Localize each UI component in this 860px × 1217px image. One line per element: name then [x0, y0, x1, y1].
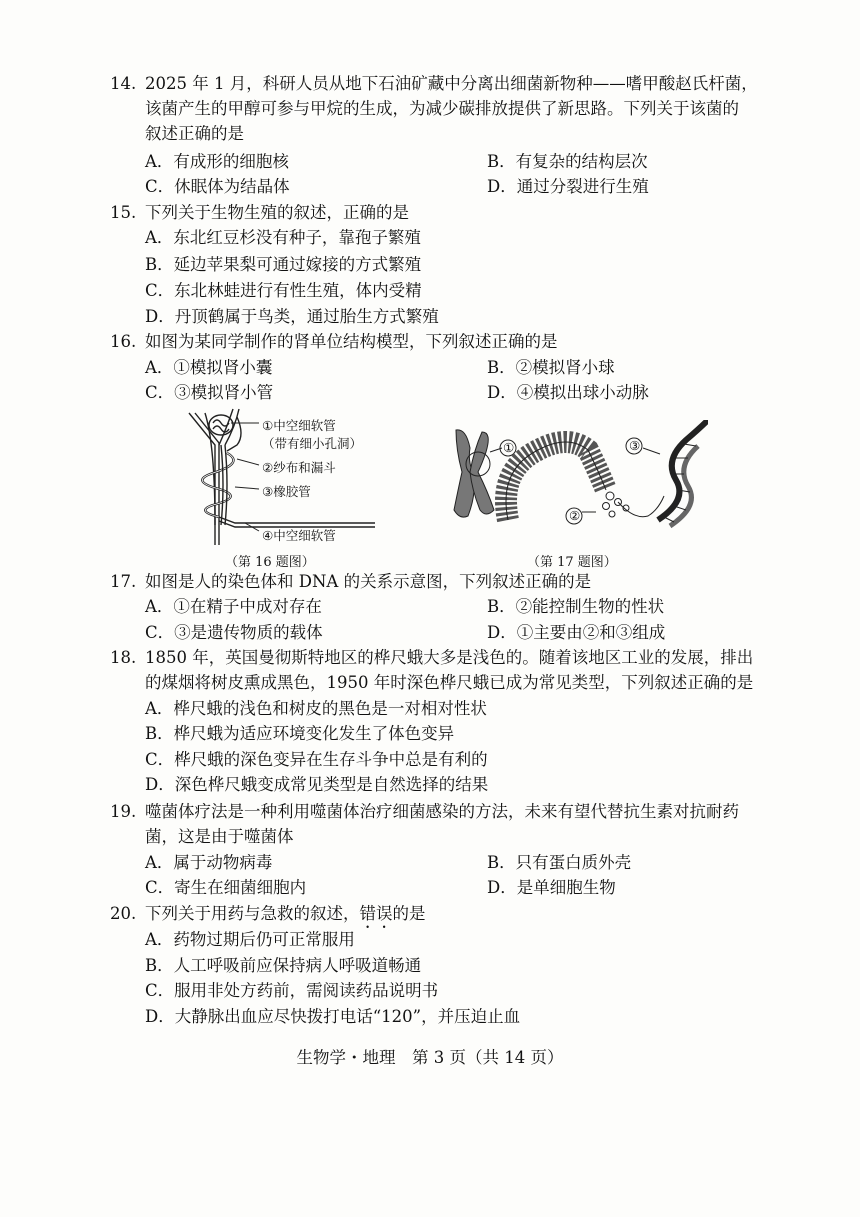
option-b[interactable]: B．②模拟肾小球	[487, 358, 615, 377]
page-footer: 生物学・地理 第 3 页（共 14 页）	[296, 1048, 564, 1067]
stem-text: 下列关于用药与急救的叙述，	[145, 904, 360, 923]
option-a[interactable]: A．药物过期后仍可正常服用	[145, 930, 355, 949]
option-b[interactable]: B．延边苹果梨可通过嫁接的方式繁殖	[145, 255, 422, 274]
figure-label: ④中空细软管	[262, 528, 336, 543]
question-number: 17.	[110, 572, 137, 591]
option-a[interactable]: A．有成形的细胞核	[145, 152, 289, 171]
figure-label: （带有细小孔洞）	[262, 436, 363, 451]
question-stem-line: 叙述正确的是	[145, 124, 244, 143]
question-number: 19.	[110, 802, 137, 821]
option-c[interactable]: C．休眠体为结晶体	[145, 177, 290, 196]
question-stem-line: 的煤烟将树皮熏成黑色，1950 年时深色桦尺蛾已成为常见类型，下列叙述正确的是	[145, 673, 754, 692]
option-a[interactable]: A．属于动物病毒	[145, 853, 273, 872]
chromosome-dna-figure	[438, 420, 708, 550]
question-stem-line: 该菌产生的甲醇可参与甲烷的生成，为减少碳排放提供了新思路。下列关于该菌的	[145, 99, 739, 118]
figure-label: ①	[503, 440, 515, 455]
figure-label: ③橡胶管	[262, 484, 311, 499]
option-a[interactable]: A．①在精子中成对存在	[145, 597, 322, 616]
option-d[interactable]: D．深色桦尺蛾变成常见类型是自然选择的结果	[145, 775, 489, 794]
figure-label: ②	[569, 508, 581, 523]
figure-caption: （第 16 题图）	[225, 555, 315, 570]
option-d[interactable]: D．大静脉出血应尽快拨打电话“120”，并压迫止血	[145, 1007, 521, 1026]
figure-caption: （第 17 题图）	[527, 555, 617, 570]
option-a[interactable]: A．①模拟肾小囊	[145, 358, 273, 377]
option-d[interactable]: D．丹顶鹤属于鸟类，通过胎生方式繁殖	[145, 307, 439, 326]
option-b[interactable]: B．②能控制生物的性状	[487, 597, 665, 616]
option-b[interactable]: B．只有蛋白质外壳	[487, 853, 632, 872]
stem-text: 的是	[392, 904, 426, 923]
option-c[interactable]: C．桦尺蛾的深色变异在生存斗争中总是有利的	[145, 750, 488, 769]
option-c[interactable]: C．③是遗传物质的载体	[145, 623, 323, 642]
question-number: 14.	[110, 74, 137, 93]
option-a[interactable]: A．桦尺蛾的浅色和树皮的黑色是一对相对性状	[145, 699, 487, 718]
option-b[interactable]: B．有复杂的结构层次	[487, 152, 648, 171]
question-stem: 下列关于生物生殖的叙述，正确的是	[145, 203, 409, 222]
option-b[interactable]: B．人工呼吸前应保持病人呼吸道畅通	[145, 956, 422, 975]
question-number: 15.	[110, 203, 137, 222]
question-stem: 如图是人的染色体和 DNA 的关系示意图，下列叙述正确的是	[145, 572, 592, 591]
option-d[interactable]: D．④模拟出球小动脉	[487, 383, 649, 402]
question-stem-line: 1850 年，英国曼彻斯特地区的桦尺蛾大多是浅色的。随着该地区工业的发展，排出	[145, 648, 754, 667]
emphasized-word: 错误	[359, 904, 393, 923]
question-number: 18.	[110, 648, 137, 667]
option-d[interactable]: D．是单细胞生物	[487, 878, 616, 897]
figure-label: ①中空细软管	[262, 418, 336, 433]
question-stem-line: 菌，这是由于噬菌体	[145, 827, 294, 846]
option-c[interactable]: C．东北林蛙进行有性生殖，体内受精	[145, 281, 422, 300]
option-c[interactable]: C．服用非处方药前，需阅读药品说明书	[145, 981, 439, 1000]
question-number: 16.	[110, 332, 137, 351]
figure-label: ③	[629, 438, 641, 453]
option-c[interactable]: C．③模拟肾小管	[145, 383, 274, 402]
option-b[interactable]: B．桦尺蛾为适应环境变化发生了体色变异	[145, 724, 455, 743]
option-d[interactable]: D．①主要由②和③组成	[487, 623, 666, 642]
question-stem: 如图为某同学制作的肾单位结构模型，下列叙述正确的是	[145, 332, 558, 351]
question-number: 20.	[110, 904, 137, 923]
option-a[interactable]: A．东北红豆杉没有种子，靠孢子繁殖	[145, 228, 421, 247]
option-c[interactable]: C．寄生在细菌细胞内	[145, 878, 307, 897]
question-stem-line: 2025 年 1 月，科研人员从地下石油矿藏中分离出细菌新物种——嗜甲酸赵氏杆菌，	[145, 74, 758, 93]
figure-label: ②纱布和漏斗	[262, 460, 336, 475]
question-14	[0, 72, 860, 144]
question-stem-line: 噬菌体疗法是一种利用噬菌体治疗细菌感染的方法，未来有望代替抗生素对抗耐药	[145, 802, 739, 821]
option-d[interactable]: D．通过分裂进行生殖	[487, 177, 649, 196]
